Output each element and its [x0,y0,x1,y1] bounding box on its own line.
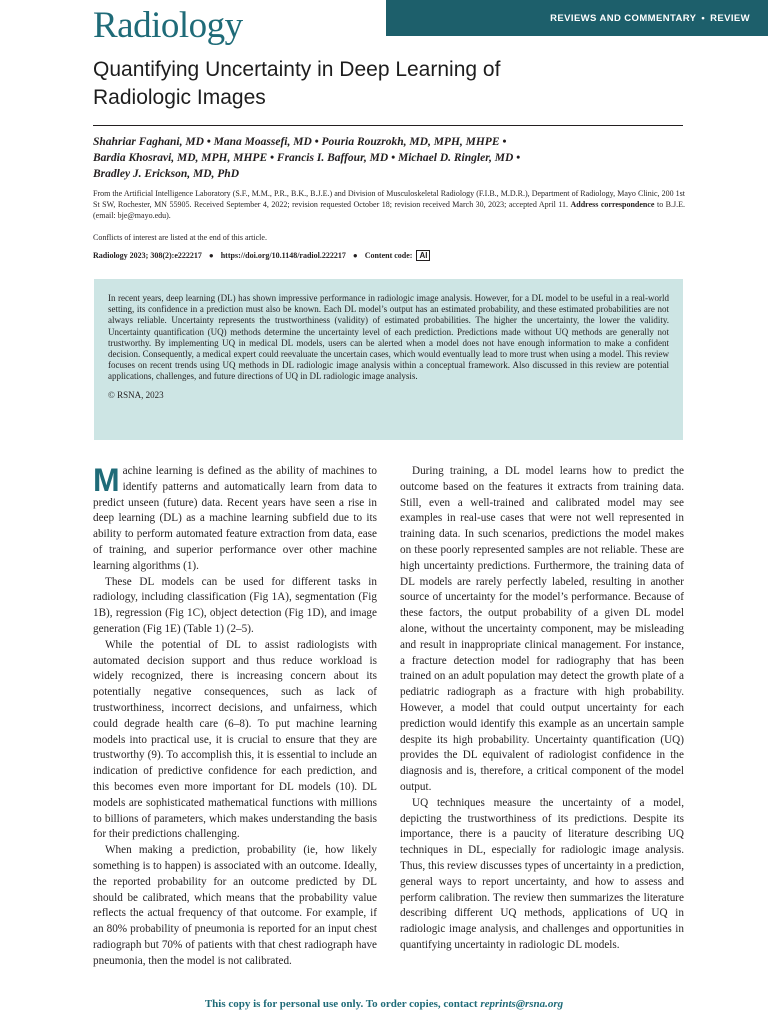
body-paragraph: While the potential of DL to assist radiologists with automated decision support and thus reduce workload is widely recognized, there is increasing concern about its potentially negative consequences, such as lack of trustworthiness, incorrect decisions, and unfairness, which could degrade health care (6–8). To put machine learning models into practical use, it is crucial to ensure that they are trustworthy (9). To accomplish this, it is essential to include an indication of predictive confidence for each prediction, and this becomes even more important for DL models (10). DL models are sophisticated mathematical functions with millions to billions of parameters, which makes understanding the basis for their predictions challenging. [93,638,377,841]
citation-separator: ● [352,251,358,260]
content-code-label: Content code: [364,251,413,260]
body-paragraph: During training, a DL model learns how to predict the outcome based on the features it extracts from training data. Still, even a well-trained and calibrated model may see examples in real-use cases that were not well represented in training data. In such scenarios, predictions the model makes on these poorly represented samples are not reliable. These are high uncertainty predictions. Furthermore, the training data of DL models are rarely perfectly labeled, resulting in another source of uncertainty for the model’s performance. Because of these factors, the output probability of a given DL model alone, without the uncertainty component, may be misleading and result in inappropriate clinical management. For instance, a fracture detection model for radiography that has been trained on an adult population may detect the growth plate of a pediatric radiograph as a fracture with high probability. However, a model that could output uncertainty for each prediction would identify this example as an uncertain sample despite its high probability. Uncertainty quantification (UQ) provides the DL equivalent of radiologist confidence in the diagnosis and is, therefore, a critical component of the model output. [400,465,684,793]
footer-text: This copy is for personal use only. To order copies, contact [204,998,481,1010]
body-paragraph: UQ techniques measure the uncertainty of a model, depicting the trustworthiness of its predictions. Despite its importance, there is a paucity of literature describing UQ techniques in DL, especially for radiologic image analysis. Thus, this review discusses types of uncertainty in a prediction, general ways to report uncertainty, and how to assess and perform calibration. The review then summarizes the literature describing different UQ methods, applications of UQ in radiologic image analysis, and challenges and opportunities in quantifying uncertainty in radiologic DL models. [400,796,684,951]
affiliation-text: From the Artificial Intelligence Laboratory (S.F., M.M., P.R., B.K., B.J.E.) and Division of Musculoskeletal Radiology (F.I.B., M.D.R.), Department of Radiology, Mayo Clinic, 200 1st St SW, Rochester, MN 55905. Received September 4, 2022; revision requested October 18; revision received March 30, 2023; accepted April 11. [93,189,685,209]
author-line: Bradley J. Erickson, MD, PhD [93,168,239,180]
citation-separator: ● [208,251,214,260]
body-paragraph: When making a prediction, probability (ie, how likely something is to happen) is associated with an outcome. Ideally, the reported probability for an outcome predicted by DL should be calibrated, which means that the probability value reflects the actual frequency of that outcome. For example, if an 80% probability of pneumonia is reported for an input chest radiograph but 70% of patients with that chest radiograph have pneumonia, then the model is not calibrated. [93,844,377,967]
conflicts-note: Conflicts of interest are listed at the end of this article. [93,233,267,242]
affiliation-block [93,188,685,221]
author-line: Shahriar Faghani, MD • Mana Moassefi, MD • Pouria Rouzrokh, MD, MPH, MHPE • [93,136,507,148]
abstract-text: In recent years, deep learning (DL) has shown impressive performance in radiologic image analysis. However, for a DL model to be useful in a real-world setting, its confidence in a prediction must also be known. Each DL model’s output has an estimated probability, and these estimated probabilities are not always reliable. Uncertainty represents the trustworthiness (validity) of estimated probabilities. The higher the uncertainty, the lower the validity. Uncertainty quantification (UQ) methods determine the uncertainty level of each prediction. Predictions made without UQ methods are generally not trustworthy. By implementing UQ in medical DL models, users can be alerted when a model does not have enough information to make a confident decision. Consequently, a medical expert could reevaluate the uncertain cases, which would eventually lead to more trust when using a model. This review focuses on recent trends using UQ methods in DL radiologic image analysis within a conceptual framework. Also discussed in this review are potential applications, challenges, and future directions of UQ in DL radiologic image analysis. [108,293,669,382]
article-type-label: REVIEW [710,12,750,24]
doi-link[interactable]: https://doi.org/10.1148/radiol.222217 [220,251,346,260]
section-separator: • [701,12,706,24]
drop-cap: M [93,462,120,498]
title-line: Quantifying Uncertainty in Deep Learning of [93,58,501,81]
body-column-left [93,464,377,970]
title-line: Radiologic Images [93,86,266,109]
author-list [93,134,693,182]
journal-logo: Radiology [93,5,243,46]
body-paragraph: These DL models can be used for different tasks in radiology, including classification (Fig 1A), segmentation (Fig 1B), regression (Fig 1C), object detection (Fig 1D), and image generation (Fig 1E) (Table 1) (2–5). [93,575,377,635]
section-banner [386,0,768,36]
body-column-right [400,464,684,954]
footer-notice [0,998,768,1010]
abstract-copyright: © RSNA, 2023 [108,389,164,400]
correspondence-label: Address correspondence [570,200,655,209]
reprints-email-link[interactable]: reprints@rsna.org [480,998,564,1010]
body-paragraph [93,464,377,575]
section-label: REVIEWS AND COMMENTARY [550,12,697,24]
abstract-box [94,279,683,440]
citation: Radiology 2023; 308(2):e222217 [93,251,202,260]
paragraph-text: achine learning is defined as the ability of machines to identify patterns and automatically learn from data to predict unseen (future) data. Recent years have seen a rise in deep learning (DL) as a machine learning subfield due to its ability to perform automated feature extraction from data, ease of training, and superior performance over other machine learning algorithms (1). [93,465,377,572]
content-code-badge: AI [416,250,430,261]
title-divider [93,125,683,126]
article-title [93,56,693,112]
author-line: Bardia Khosravi, MD, MPH, MHPE • Francis I. Baffour, MD • Michael D. Ringler, MD • [93,152,521,164]
citation-line [93,250,430,261]
correspondence-text: to B.J.E. (email: bje@mayo.edu). [93,200,686,220]
